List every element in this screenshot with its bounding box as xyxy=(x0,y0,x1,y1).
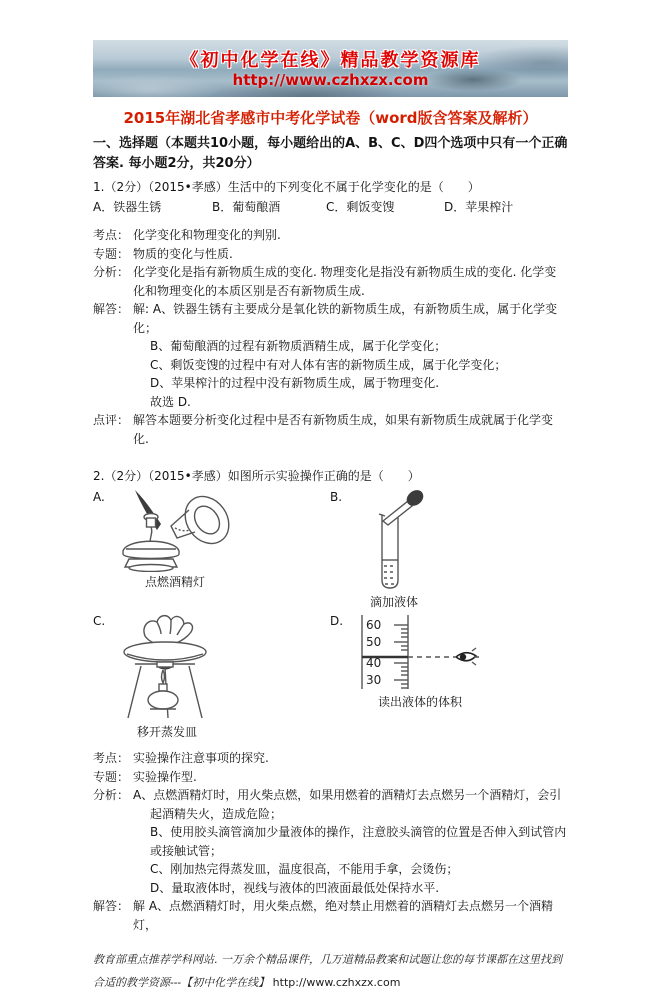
zhuanti-label: 专题： xyxy=(93,769,130,784)
section-heading: 一、选择题（本题共10小题，每小题给出的A、B、C、D四个选项中只有一个正确答案. 每小题2分，共20分） xyxy=(93,136,568,171)
q2-fenxi-content xyxy=(133,786,568,897)
q2-figure-a-caption: 点燃酒精灯 xyxy=(144,575,205,589)
q1-zhuanti-row xyxy=(93,245,568,264)
q2-stem: 2.（2分）（2015•孝感）如图所示实验操作正确的是（ ） xyxy=(93,469,420,483)
document-footer xyxy=(93,948,568,994)
q1-option-c: C．剩饭变馊 xyxy=(326,200,395,214)
q1-jieda-line-d: D、苹果榨汁的过程中没有新物质生成，属于物理变化. xyxy=(150,376,440,390)
removing-evaporating-dish-figure xyxy=(115,612,219,722)
q2-jieda-row xyxy=(93,897,568,934)
zhuanti-label: 专题： xyxy=(93,246,130,261)
jieda-label: 解答： xyxy=(93,899,130,913)
jieda-label: 解答： xyxy=(93,302,130,316)
q2-figure-c-label: C. xyxy=(93,614,106,628)
q1-jieda-answer: 故选 D. xyxy=(150,394,191,409)
q2-fenxi-line-a: A、点燃酒精灯时，用火柴点燃，如果用燃着的酒精灯去点燃另一个酒精灯，会引起酒精失火，造成危险； xyxy=(133,788,562,821)
q2-jieda-line: 解 A、点燃酒精灯时，用火柴点燃，绝对禁止用燃着的酒精灯去点燃另一个酒精灯， xyxy=(133,899,554,932)
q1-option-b: B．葡萄酿酒 xyxy=(212,200,281,214)
site-banner xyxy=(93,40,568,97)
q1-jieda-content xyxy=(133,300,568,411)
q2-figure-a xyxy=(93,488,330,610)
banner-url-link[interactable]: http://www.czhxzx.com xyxy=(232,71,429,89)
q1-zhuanti-text: 物质的变化与性质. xyxy=(133,246,233,261)
q2-zhuanti-row xyxy=(93,768,568,787)
q1-option-a: A．铁器生锈 xyxy=(93,200,162,214)
q2-figure-c-caption: 移开蒸发皿 xyxy=(136,725,197,739)
q2-figure-c xyxy=(93,612,330,740)
q2-figure-b-caption: 滴加液体 xyxy=(369,595,418,609)
q1-options-row xyxy=(93,197,568,217)
footer-text: 教育部重点推荐学科网站. 一万余个精品课件，几万道精品教案和试题让您的每节课都在这里找到合适的教学资源---【初中化学在线】 xyxy=(93,953,562,989)
q2-kaodian-row xyxy=(93,749,568,768)
q1-jieda-row xyxy=(93,300,568,411)
q2-kaodian-text: 实验操作注意事项的探究. xyxy=(133,751,269,765)
kaodian-label: 考点： xyxy=(93,228,130,242)
lighting-alcohol-lamp-figure xyxy=(115,488,235,572)
q1-jieda-line-a: 解: A、铁器生锈有主要成分是氧化铁的新物质生成，有新物质生成，属于化学变化； xyxy=(133,302,558,335)
tick-40: 40 xyxy=(366,656,382,670)
fenxi-label: 分析： xyxy=(93,265,130,279)
footer-url-link[interactable]: http://www.czhxzx.com xyxy=(272,976,401,989)
kaodian-label: 考点： xyxy=(93,751,130,765)
q2-fenxi-line-d: D、量取液体时，视线与液体的凹液面最低处保持水平. xyxy=(150,880,440,895)
q1-option-d: D．苹果榨汁 xyxy=(444,200,514,214)
q1-analysis-block xyxy=(93,226,568,448)
q2-figure-d-caption: 读出液体的体积 xyxy=(377,695,462,709)
tick-30: 30 xyxy=(366,673,382,687)
q1-fenxi-row xyxy=(93,263,568,300)
banner-title: 《初中化学在线》精品教学资源库 xyxy=(180,50,481,71)
q2-figure-d xyxy=(330,612,567,740)
q1-fenxi-text: 化学变化是指有新物质生成的变化. 物理变化是指没有新物质生成的变化. 化学变化和物理变化的本质区别是否有新物质生成. xyxy=(133,265,557,298)
q1-kaodian-row xyxy=(93,226,568,245)
eye-icon xyxy=(456,648,479,665)
q1-jieda-line-b: B、葡萄酿酒的过程有新物质酒精生成，属于化学变化； xyxy=(150,339,447,353)
graduated-cylinder-reading-figure xyxy=(352,612,488,692)
tick-60: 60 xyxy=(366,618,382,632)
document-title: 2015年湖北省孝感市中考化学试卷（word版含答案及解析） xyxy=(123,109,538,127)
q2-zhuanti-text: 实验操作型. xyxy=(133,769,197,784)
fenxi-label: 分析： xyxy=(93,788,130,802)
q1-stem: 1.（2分）（2015•孝感）生活中的下列变化不属于化学变化的是（ ） xyxy=(93,180,480,194)
q1-dianping-row xyxy=(93,411,568,448)
q1-kaodian-text: 化学变化和物理变化的判别. xyxy=(133,228,281,242)
q2-fenxi-line-b: B、使用胶头滴管滴加少量液体的操作，注意胶头滴管的位置是否伸入到试管内或接触试管； xyxy=(150,825,567,858)
q2-fenxi-line-c: C、刚加热完得蒸发皿，温度很高，不能用手拿，会烫伤； xyxy=(150,862,459,876)
q1-dianping-text: 解答本题要分析变化过程中是否有新物质生成，如果有新物质生成就属于化学变化. xyxy=(133,413,554,446)
q2-analysis-block xyxy=(93,749,568,934)
q2-figure-b xyxy=(330,488,567,610)
q2-figure-a-label: A. xyxy=(93,490,105,504)
q1-jieda-line-c: C、剩饭变馊的过程中有对人体有害的新物质生成，属于化学变化； xyxy=(150,357,507,372)
q2-figure-row-1 xyxy=(93,488,568,610)
tick-50: 50 xyxy=(366,635,382,649)
q2-figure-b-label: B. xyxy=(330,490,343,504)
q2-figure-row-2 xyxy=(93,612,568,740)
dianping-label: 点评： xyxy=(93,413,130,427)
dropper-test-tube-figure xyxy=(352,488,436,592)
q2-figure-d-label: D. xyxy=(330,614,344,628)
q2-fenxi-row xyxy=(93,786,568,897)
